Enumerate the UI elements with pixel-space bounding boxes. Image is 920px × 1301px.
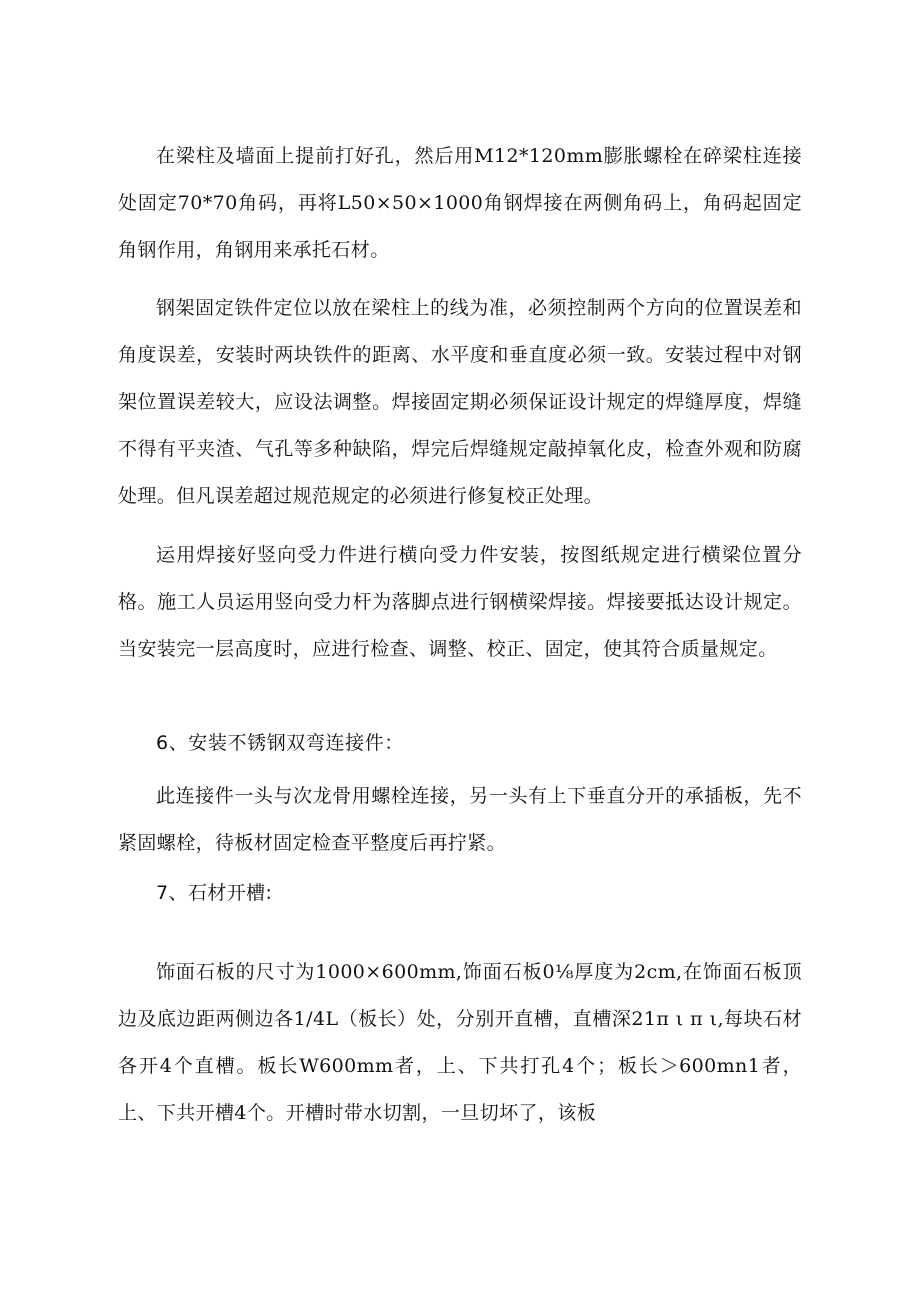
paragraph-connector-description: 此连接件一头与次龙骨用螺栓连接，另一头有上下垂直分开的承插板，先不紧固螺栓，待板材固定检查平整度后再拧紧。 [118, 785, 802, 854]
paragraph-anchor-installation: 在梁柱及墙面上提前打好孔，然后用M12*120mm膨胀螺栓在碎梁柱连接处固定70*70角码，再将L50×50×1000角钢焊接在两侧角码上，角码起固定角钢作用，角钢用来承托石材。 [118, 145, 802, 261]
paragraph-steel-frame-positioning: 钢架固定铁件定位以放在梁柱上的线为准，必须控制两个方向的位置误差和角度误差，安装时两块铁件的距离、水平度和垂直度必须一致。安装过程中对钢架位置误差较大，应设法调整。焊接固定期必须保证设计规定的焊缝厚度，焊缝不得有平夹渣、气孔等多种缺陷，焊完后焊缝规定敲掉氧化皮，检查外观和防腐处理。但凡误差超过规范规定的必须进行修复校正处理。 [118, 297, 802, 507]
section-heading-7: 7、石材开槽: [156, 882, 273, 904]
section-heading-6: 6、安装不锈钢双弯连接件： [156, 732, 404, 754]
paragraph-crossbeam-welding: 运用焊接好竖向受力件进行横向受力件安装，按图纸规定进行横梁位置分格。施工人员运用竖向受力杆为落脚点进行钢横梁焊接。焊接要抵达设计规定。当安装完一层高度时，应进行检查、调整、校正、固定，使其符合质量规定。 [118, 544, 802, 660]
paragraph-stone-grooving: 饰面石板的尺寸为1000×600mm,饰面石板0⅛厚度为2cm,在饰面石板顶边及底边距两侧边各1/4L（板长）处，分别开直槽，直槽深21π ι π ι,每块石材各开4个直槽。板长W600mm者，上、下共打孔4个；板长＞600mn1者，上、下共开槽4个。开槽时带水切割，一旦切坏了，该板 [118, 961, 802, 1124]
